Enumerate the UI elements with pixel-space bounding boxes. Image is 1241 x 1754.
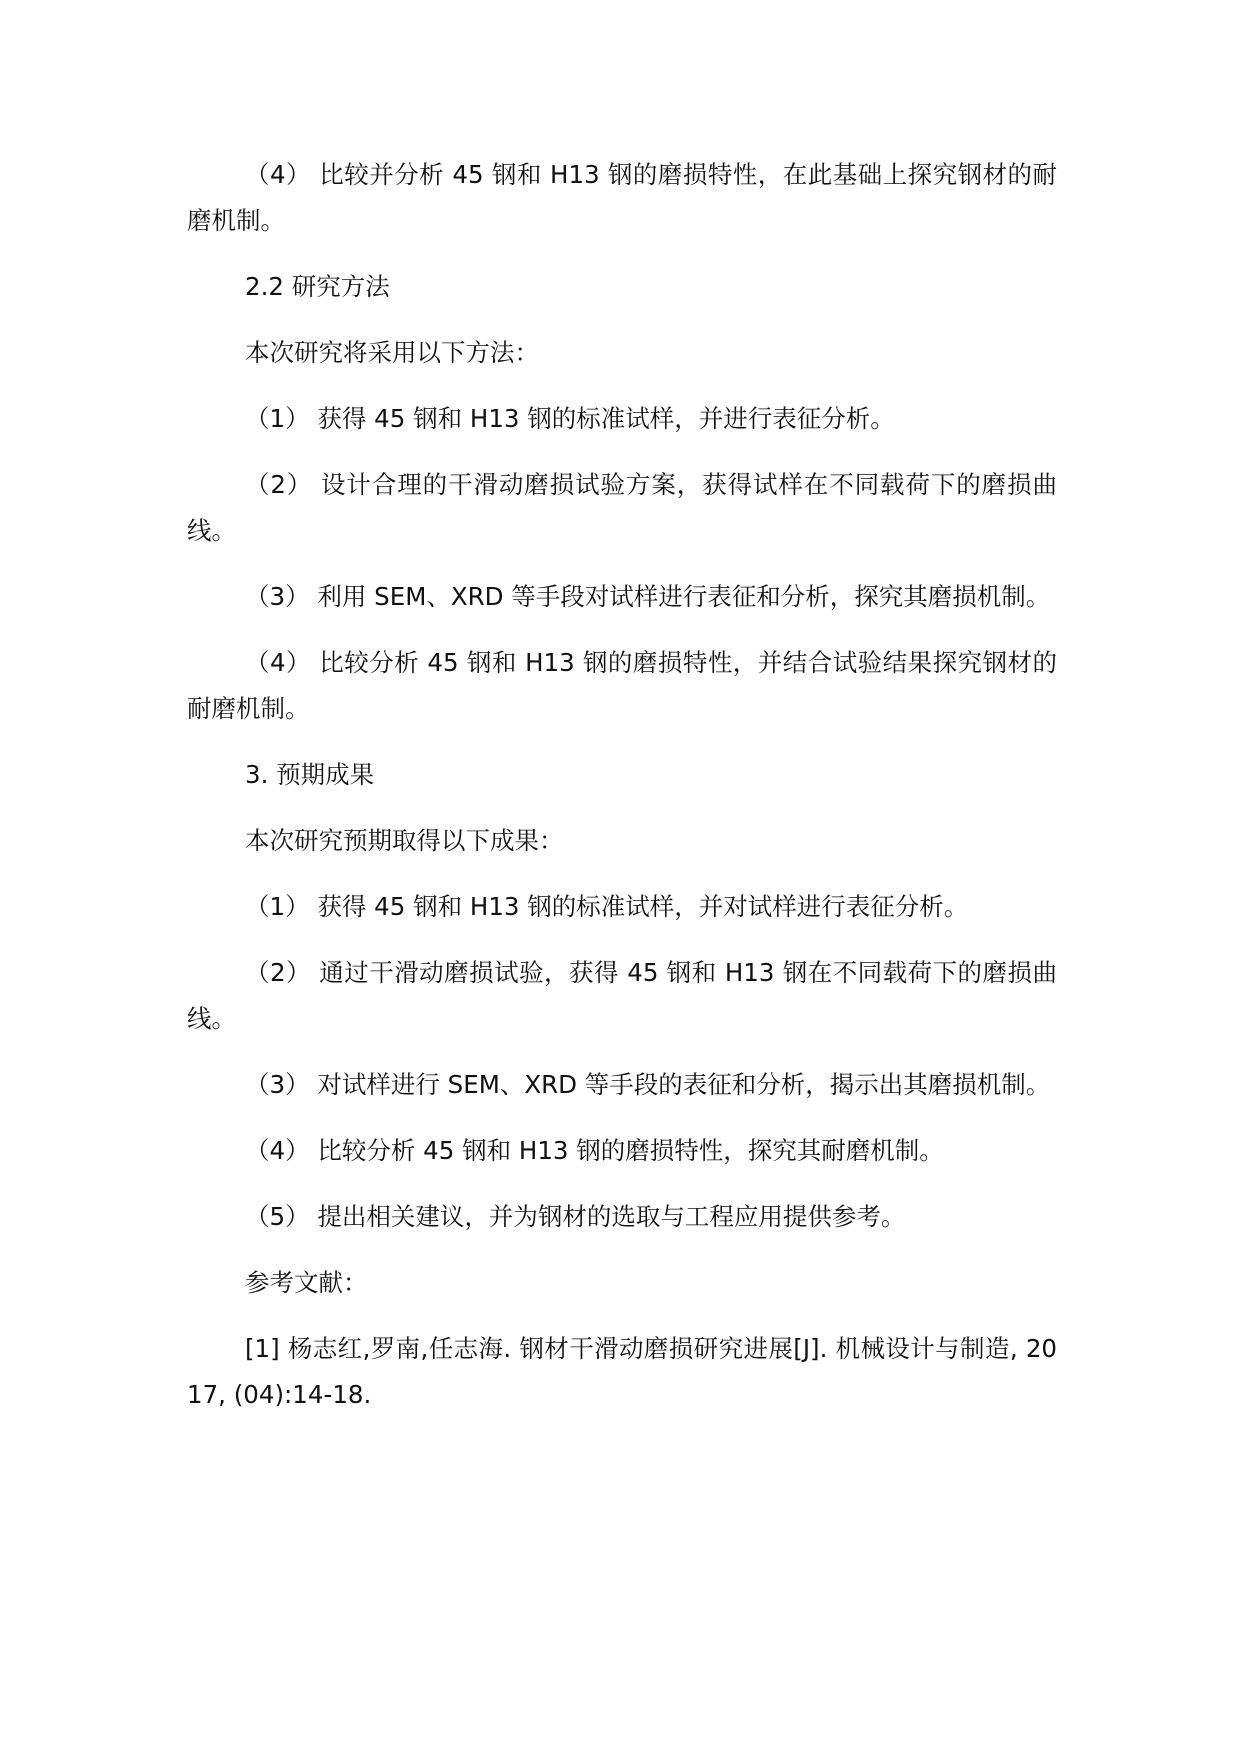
paragraph-results-intro: 本次研究预期取得以下成果： xyxy=(245,826,564,855)
paragraph-method-1: （1） 获得 45 钢和 H13 钢的标准试样，并进行表征分析。 xyxy=(245,404,895,433)
document-body xyxy=(187,152,1057,1438)
references-heading: 参考文献： xyxy=(245,1268,368,1297)
paragraph-method-4: （4） 比较分析 45 钢和 H13 钢的磨损特性，并结合试验结果探究钢材的耐磨机制。 xyxy=(187,648,1057,723)
paragraph-methods-intro: 本次研究将采用以下方法： xyxy=(245,338,539,367)
section-heading-research-methods: 2.2 研究方法 xyxy=(245,272,390,301)
paragraph-result-3: （3） 对试样进行 SEM、XRD 等手段的表征和分析，揭示出其磨损机制。 xyxy=(245,1070,1051,1099)
paragraph-method-3: （3） 利用 SEM、XRD 等手段对试样进行表征和分析，探究其磨损机制。 xyxy=(245,582,1051,611)
paragraph-result-5: （5） 提出相关建议，并为钢材的选取与工程应用提供参考。 xyxy=(245,1202,906,1231)
reference-item-1: [1] 杨志红,罗南,任志海. 钢材干滑动磨损研究进展[J]. 机械设计与制造, 2017, (04):14-18. xyxy=(187,1334,1057,1409)
paragraph-objective-4: （4） 比较并分析 45 钢和 H13 钢的磨损特性，在此基础上探究钢材的耐磨机制。 xyxy=(187,160,1057,235)
section-heading-expected-results: 3. 预期成果 xyxy=(245,760,375,789)
paragraph-result-4: （4） 比较分析 45 钢和 H13 钢的磨损特性，探究其耐磨机制。 xyxy=(245,1136,944,1165)
paragraph-result-1: （1） 获得 45 钢和 H13 钢的标准试样，并对试样进行表征分析。 xyxy=(245,892,969,921)
paragraph-method-2: （2） 设计合理的干滑动磨损试验方案，获得试样在不同载荷下的磨损曲线。 xyxy=(187,470,1057,545)
paragraph-result-2: （2） 通过干滑动磨损试验，获得 45 钢和 H13 钢在不同载荷下的磨损曲线。 xyxy=(187,958,1057,1033)
